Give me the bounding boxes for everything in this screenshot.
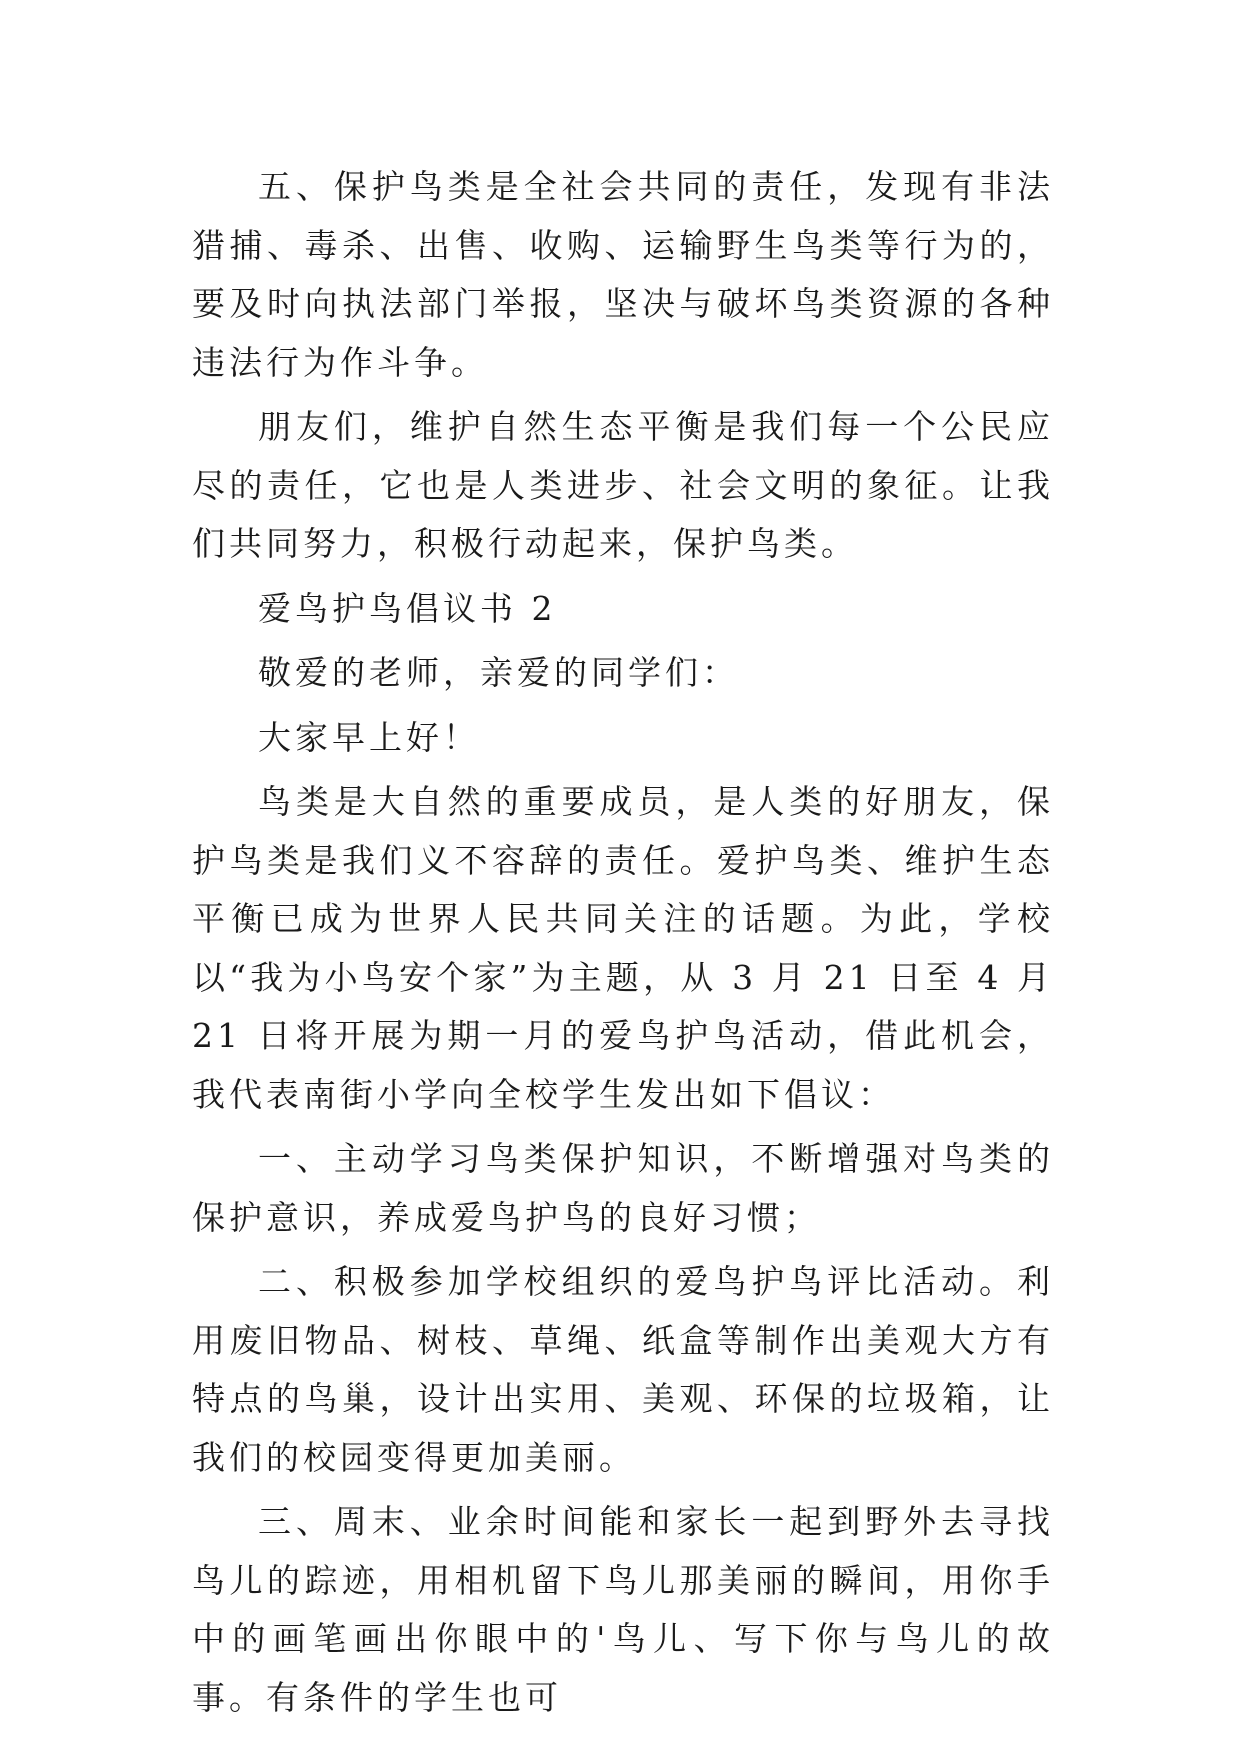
document-body	[192, 158, 1054, 1727]
paragraph-friends-appeal: 朋友们，维护自然生态平衡是我们每一个公民应尽的责任，它也是人类进步、社会文明的象征。让我们共同努力，积极行动起来，保护鸟类。	[192, 407, 1054, 563]
greeting: 大家早上好！	[258, 717, 480, 757]
paragraph-introduction: 鸟类是大自然的重要成员，是人类的好朋友，保护鸟类是我们义不容辞的责任。爱护鸟类、维护生态平衡已成为世界人民共同关注的话题。为此，学校以“我为小鸟安个家”为主题，从 3 月 21 日至 4 月 21 日将开展为期一月的爱鸟护鸟活动，借此机会，我代表南街小学向全校学生发出如下倡议：	[192, 782, 1054, 1114]
paragraph-point-two: 二、积极参加学校组织的爱鸟护鸟评比活动。利用废旧物品、树枝、草绳、纸盒等制作出美观大方有特点的鸟巢，设计出实用、美观、环保的垃圾箱，让我们的校园变得更加美丽。	[192, 1262, 1054, 1477]
salutation: 敬爱的老师，亲爱的同学们：	[258, 653, 739, 692]
paragraph-point-three: 三、周末、业余时间能和家长一起到野外去寻找鸟儿的踪迹，用相机留下鸟儿那美丽的瞬间，用你手中的画笔画出你眼中的'鸟儿、写下你与鸟儿的故事。有条件的学生也可	[192, 1502, 1054, 1717]
paragraph-point-five: 五、保护鸟类是全社会共同的责任，发现有非法猎捕、毒杀、出售、收购、运输野生鸟类等行为的，要及时向执法部门举报，坚决与破坏鸟类资源的各种违法行为作斗争。	[192, 167, 1054, 382]
section-heading: 爱鸟护鸟倡议书 2	[258, 588, 557, 628]
paragraph-point-one: 一、主动学习鸟类保护知识，不断增强对鸟类的保护意识，养成爱鸟护鸟的良好习惯；	[192, 1139, 1054, 1237]
